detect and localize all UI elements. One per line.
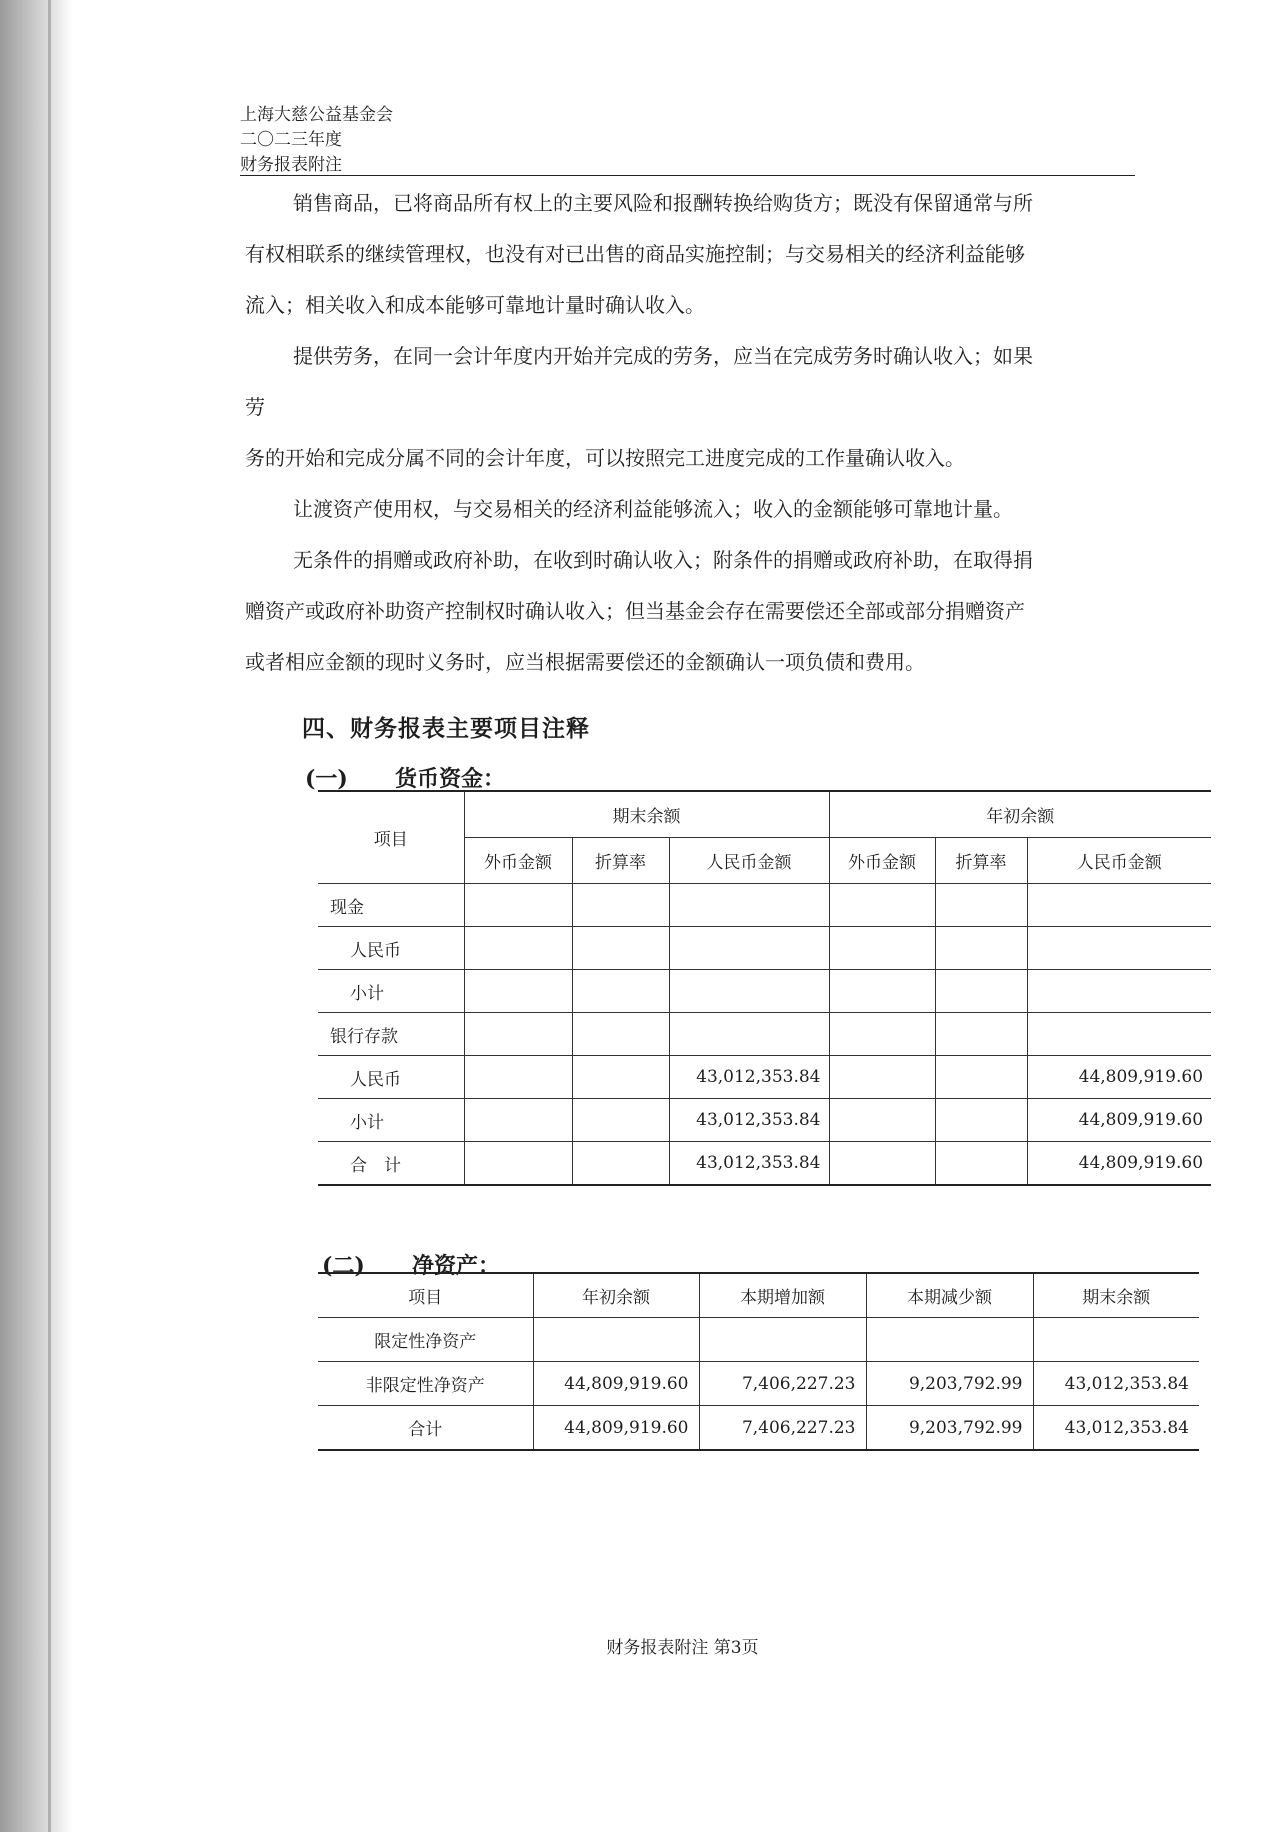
row-label: 限定性净资产 bbox=[318, 1318, 533, 1362]
para-line: 销售商品，已将商品所有权上的主要风险和报酬转换给购货方；既没有保留通常与所 bbox=[293, 191, 1033, 215]
cash-table bbox=[318, 790, 1211, 1186]
page-footer: 财务报表附注 第3页 bbox=[606, 1638, 759, 1658]
cell-increase bbox=[699, 1318, 866, 1362]
header-org: 上海大慈公益基金会 bbox=[240, 105, 393, 125]
col-header-decrease: 本期减少额 bbox=[866, 1273, 1033, 1318]
col-header-item: 项目 bbox=[318, 1273, 533, 1318]
cell-begin-rmb bbox=[1027, 884, 1211, 927]
cell-begin-rmb bbox=[1027, 1013, 1211, 1056]
section-title: 四、财务报表主要项目注释 bbox=[302, 715, 590, 742]
row-label: 非限定性净资产 bbox=[318, 1362, 533, 1406]
table-row bbox=[318, 1362, 1199, 1406]
net-assets-subtitle-number: (二) bbox=[322, 1253, 365, 1279]
col-header-year-begin: 年初余额 bbox=[533, 1273, 699, 1318]
para-line: 让渡资产使用权，与交易相关的经济利益能够流入；收入的金额能够可靠地计量。 bbox=[293, 497, 1013, 521]
cell-end bbox=[1033, 1318, 1199, 1362]
table-row bbox=[318, 1056, 1211, 1099]
cell-begin-rmb bbox=[1027, 970, 1211, 1013]
para-line: 赠资产或政府补助资产控制权时确认收入；但当基金会存在需要偿还全部或部分捐赠资产 bbox=[245, 599, 1025, 623]
col-header-increase: 本期增加额 bbox=[699, 1273, 866, 1318]
header-year: 二〇二三年度 bbox=[240, 130, 342, 150]
row-label: 人民币 bbox=[318, 1056, 464, 1099]
para-line: 务的开始和完成分属不同的会计年度，可以按照完工进度完成的工作量确认收入。 bbox=[245, 446, 965, 470]
col-header-period-end: 期末余额 bbox=[464, 791, 829, 838]
cell-increase: 7,406,227.23 bbox=[699, 1406, 866, 1451]
cell-decrease: 9,203,792.99 bbox=[866, 1362, 1033, 1406]
cell-begin-rmb: 44,809,919.60 bbox=[1027, 1056, 1211, 1099]
col-header-rmb-amount: 人民币金额 bbox=[669, 838, 829, 884]
col-header-rmb-amount: 人民币金额 bbox=[1027, 838, 1211, 884]
row-label: 现金 bbox=[318, 884, 464, 927]
revenue-policy-text bbox=[245, 178, 1125, 688]
col-header-item: 项目 bbox=[318, 791, 464, 884]
table-row bbox=[318, 1142, 1211, 1186]
cell-end-rmb bbox=[669, 884, 829, 927]
col-header-period-end: 期末余额 bbox=[1033, 1273, 1199, 1318]
row-label: 人民币 bbox=[318, 927, 464, 970]
col-header-foreign-amount: 外币金额 bbox=[829, 838, 935, 884]
row-label: 小计 bbox=[318, 1099, 464, 1142]
table-row bbox=[318, 884, 1211, 927]
para-line: 劳 bbox=[245, 395, 265, 419]
cell-end-rmb bbox=[669, 970, 829, 1013]
cell-end-rmb: 43,012,353.84 bbox=[669, 1142, 829, 1186]
scan-binding-shadow bbox=[0, 0, 72, 1832]
table-row bbox=[318, 1099, 1211, 1142]
row-label: 银行存款 bbox=[318, 1013, 464, 1056]
col-header-rate: 折算率 bbox=[935, 838, 1027, 884]
cash-subtitle bbox=[305, 762, 505, 793]
para-line: 无条件的捐赠或政府补助，在收到时确认收入；附条件的捐赠或政府补助，在取得捐 bbox=[293, 548, 1033, 572]
row-label: 合 计 bbox=[318, 1142, 464, 1186]
para-line: 流入；相关收入和成本能够可靠地计量时确认收入。 bbox=[245, 293, 705, 317]
cash-subtitle-number: (一) bbox=[305, 766, 348, 792]
cell-decrease bbox=[866, 1318, 1033, 1362]
cell-decrease: 9,203,792.99 bbox=[866, 1406, 1033, 1451]
col-header-year-begin: 年初余额 bbox=[829, 791, 1211, 838]
row-label: 小计 bbox=[318, 970, 464, 1013]
cell-end-rmb: 43,012,353.84 bbox=[669, 1056, 829, 1099]
cell-end-rmb bbox=[669, 1013, 829, 1056]
para-line: 或者相应金额的现时义务时，应当根据需要偿还的金额确认一项负债和费用。 bbox=[245, 650, 925, 674]
cell-begin: 44,809,919.60 bbox=[533, 1406, 699, 1451]
cell-begin: 44,809,919.60 bbox=[533, 1362, 699, 1406]
net-assets-subtitle-text: 净资产： bbox=[412, 1253, 501, 1279]
cell-increase: 7,406,227.23 bbox=[699, 1362, 866, 1406]
table-row bbox=[318, 970, 1211, 1013]
cell-begin-rmb bbox=[1027, 927, 1211, 970]
table-row bbox=[318, 927, 1211, 970]
cell-begin bbox=[533, 1318, 699, 1362]
col-header-foreign-amount: 外币金额 bbox=[464, 838, 572, 884]
para-line: 提供劳务，在同一会计年度内开始并完成的劳务，应当在完成劳务时确认收入；如果 bbox=[293, 344, 1033, 368]
cell-end-rmb bbox=[669, 927, 829, 970]
cell-end: 43,012,353.84 bbox=[1033, 1362, 1199, 1406]
table-row bbox=[318, 1406, 1199, 1451]
col-header-rate: 折算率 bbox=[572, 838, 669, 884]
page-header bbox=[240, 103, 393, 178]
cell-begin-rmb: 44,809,919.60 bbox=[1027, 1142, 1211, 1186]
row-label: 合计 bbox=[318, 1406, 533, 1451]
cell-end-rmb: 43,012,353.84 bbox=[669, 1099, 829, 1142]
cash-subtitle-text: 货币资金： bbox=[395, 766, 506, 792]
table-row bbox=[318, 1318, 1199, 1362]
net-assets-table bbox=[318, 1272, 1199, 1451]
header-doc: 财务报表附注 bbox=[240, 155, 342, 175]
para-line: 有权相联系的继续管理权，也没有对已出售的商品实施控制；与交易相关的经济利益能够 bbox=[245, 242, 1025, 266]
cell-end: 43,012,353.84 bbox=[1033, 1406, 1199, 1451]
header-rule bbox=[240, 175, 1135, 176]
cell-begin-rmb: 44,809,919.60 bbox=[1027, 1099, 1211, 1142]
table-row bbox=[318, 1013, 1211, 1056]
